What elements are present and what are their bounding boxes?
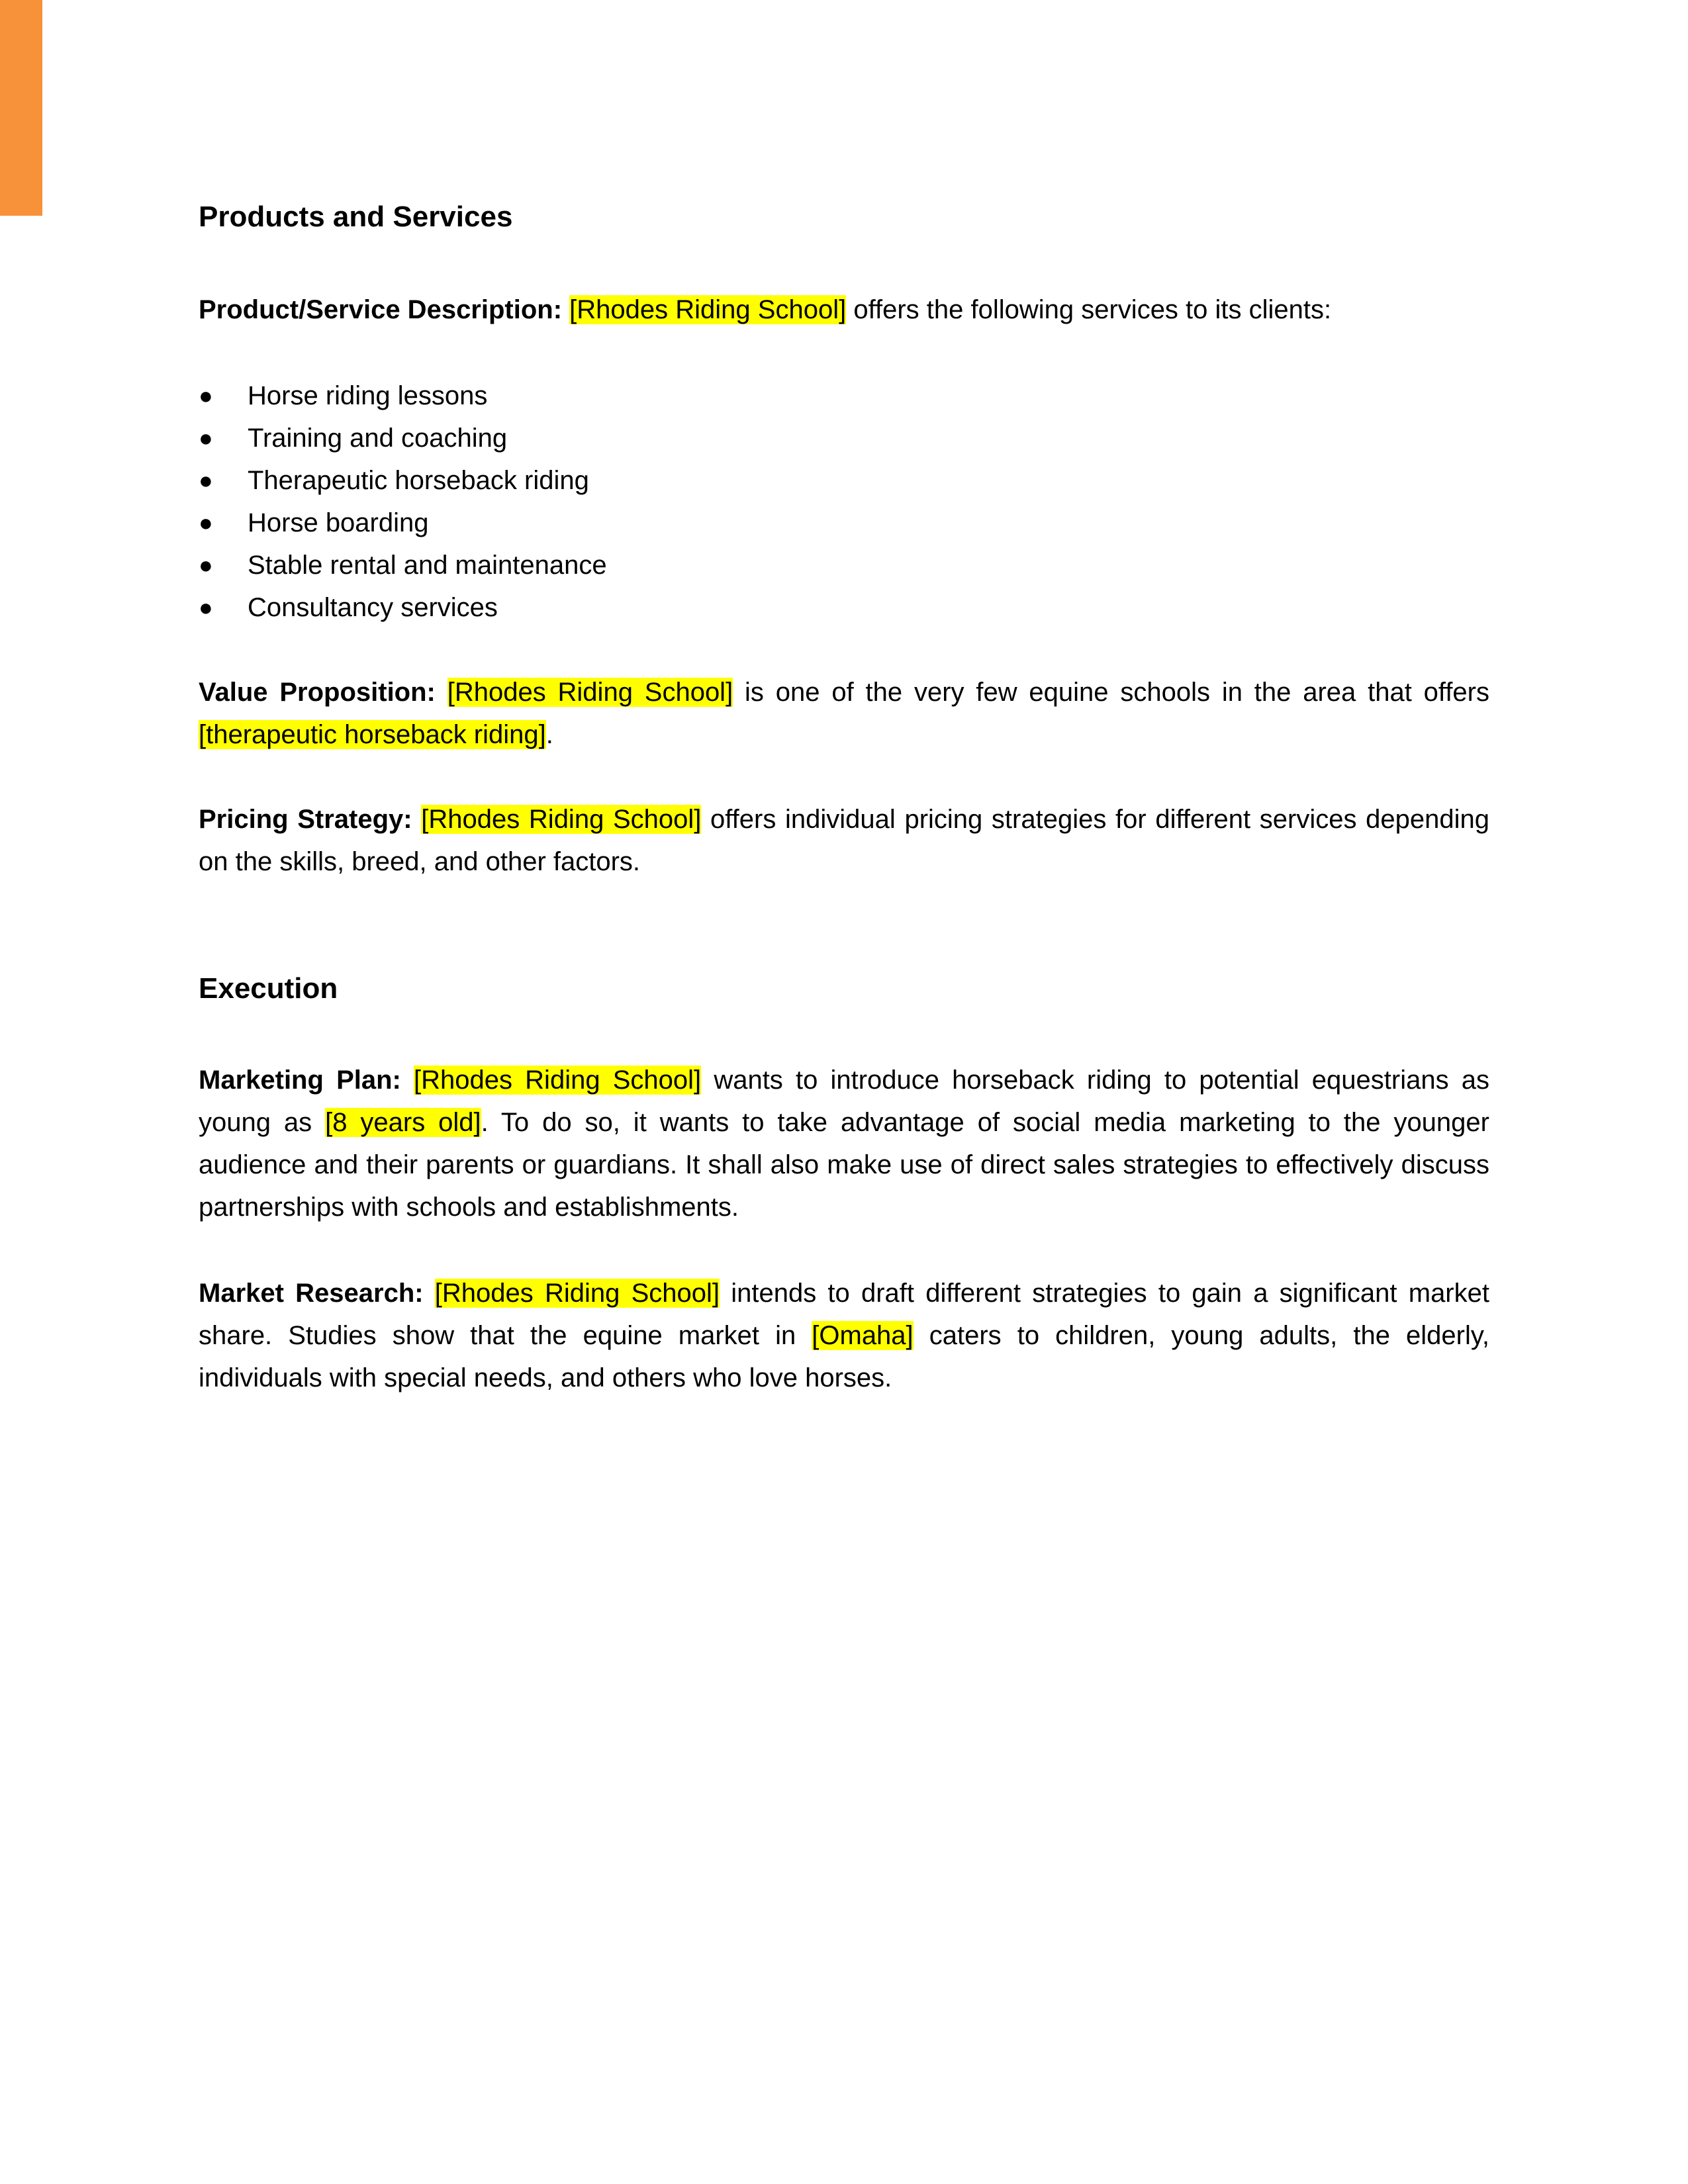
bullet-icon: ● bbox=[199, 467, 213, 494]
service-item-text: Horse boarding bbox=[248, 508, 429, 537]
value-proposition-text: is one of the very few equine schools in the area that offers bbox=[745, 678, 1489, 707]
list-item bbox=[199, 375, 1489, 417]
marketing-plan-paragraph bbox=[199, 1059, 1489, 1228]
market-research-text-2: caters to children, young adults, the elderly, individuals with special needs, and others who love horses. bbox=[199, 1321, 1489, 1392]
services-list bbox=[199, 375, 1489, 629]
list-item bbox=[199, 502, 1489, 544]
service-item-text: Therapeutic horseback riding bbox=[248, 466, 589, 495]
service-item-text: Consultancy services bbox=[248, 593, 498, 622]
market-research-text-1: intends to draft different strategies to gain a significant market share. Studies show that the equine market in bbox=[199, 1279, 1489, 1350]
product-description-text: offers the following services to its clients: bbox=[853, 295, 1332, 324]
list-item bbox=[199, 544, 1489, 586]
marketing-plan-text-1: wants to introduce horseback riding to potential equestrians as young as bbox=[199, 1066, 1489, 1137]
list-item bbox=[199, 459, 1489, 502]
bullet-icon: ● bbox=[199, 424, 213, 451]
pricing-strategy-label: Pricing Strategy: bbox=[199, 805, 412, 834]
list-item bbox=[199, 586, 1489, 629]
bullet-icon: ● bbox=[199, 382, 213, 409]
value-proposition-paragraph bbox=[199, 671, 1489, 756]
service-item-text: Horse riding lessons bbox=[248, 381, 488, 410]
value-proposition-end: . bbox=[545, 720, 553, 749]
bullet-icon: ● bbox=[199, 509, 213, 536]
marketing-plan-label: Marketing Plan: bbox=[199, 1066, 401, 1095]
marketing-plan-text-2: . To do so, it wants to take advantage of social media marketing to the younger audience and their parents or guardians. It shall also make use of direct sales strategies to effectively discuss partnerships with schools and establishments. bbox=[199, 1108, 1489, 1222]
pricing-strategy-text: offers individual pricing strategies for different services depending on the skills, breed, and other factors. bbox=[199, 805, 1489, 876]
accent-bar bbox=[0, 0, 42, 216]
products-services-heading: Products and Services bbox=[199, 201, 513, 233]
company-placeholder: [Rhodes Riding School] bbox=[421, 805, 702, 834]
value-proposition-label: Value Proposition: bbox=[199, 678, 436, 707]
company-placeholder: [Rhodes Riding School] bbox=[447, 678, 733, 707]
age-placeholder: [8 years old] bbox=[325, 1108, 481, 1137]
execution-heading: Execution bbox=[199, 972, 338, 1005]
market-research-label: Market Research: bbox=[199, 1279, 424, 1308]
bullet-icon: ● bbox=[199, 594, 213, 621]
service-item-text: Training and coaching bbox=[248, 424, 508, 453]
product-description-paragraph bbox=[199, 289, 1489, 331]
product-description-label: Product/Service Description: bbox=[199, 295, 563, 324]
service-item-text: Stable rental and maintenance bbox=[248, 551, 607, 580]
company-placeholder: [Rhodes Riding School] bbox=[434, 1279, 720, 1308]
city-placeholder: [Omaha] bbox=[812, 1321, 914, 1350]
bullet-icon: ● bbox=[199, 551, 213, 578]
company-placeholder: [Rhodes Riding School] bbox=[414, 1066, 702, 1095]
market-research-paragraph bbox=[199, 1272, 1489, 1399]
list-item bbox=[199, 417, 1489, 459]
pricing-strategy-paragraph bbox=[199, 798, 1489, 883]
service-placeholder: [therapeutic horseback riding] bbox=[199, 720, 546, 749]
company-placeholder: [Rhodes Riding School] bbox=[569, 295, 847, 324]
